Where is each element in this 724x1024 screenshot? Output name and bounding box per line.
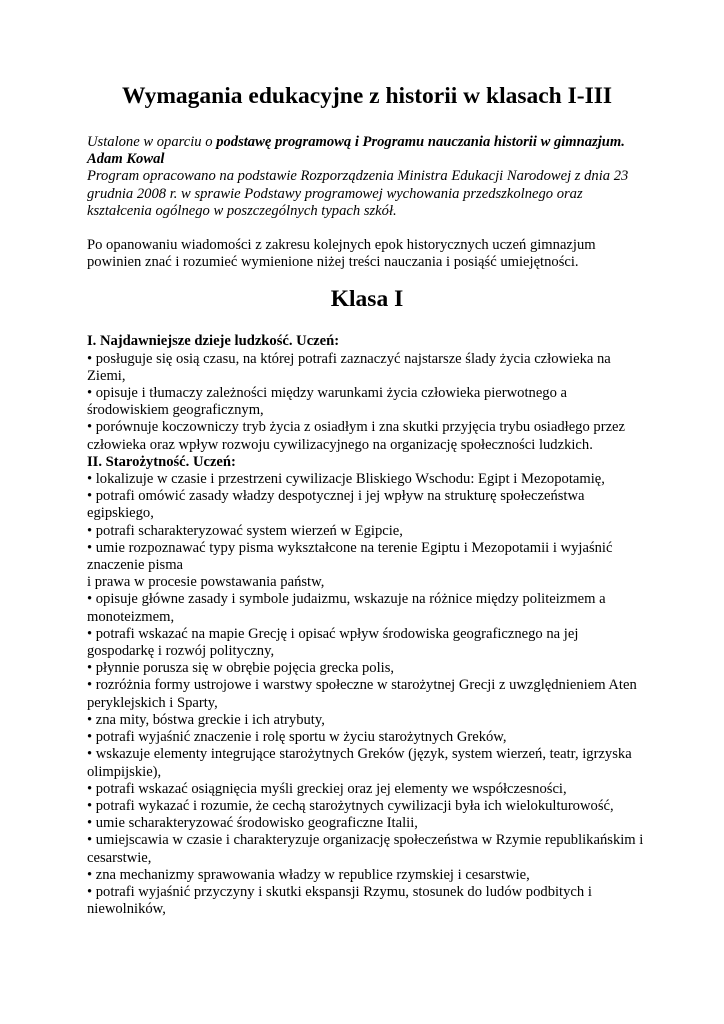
intro-basis-prefix: Ustalone w oparciu o — [87, 134, 217, 150]
list-item: • posługuje się osią czasu, na której potrafi zaznaczyć najstarsze ślady życia człowieka na Ziemi, — [87, 350, 611, 384]
intro-author — [87, 151, 647, 168]
list-item: i prawa w procesie powstawania państw, — [87, 574, 325, 591]
section-heading: II. Starożytność. Uczeń: — [87, 453, 236, 470]
author-name: Adam Kowal — [87, 151, 165, 168]
list-item: • opisuje i tłumaczy zależności między warunkami życia człowieka pierwotnego a środowiskiem geograficznym, — [87, 385, 568, 419]
list-item: • umie rozpoznawać typy pisma wykształcone na terenie Egiptu i Mezopotamii i wyjaśnić znaczenie pisma — [87, 539, 613, 574]
list-item: • potrafi scharakteryzować system wierzeń w Egipcie, — [87, 522, 403, 539]
intro-basis-bold: podstawę programową i Programu nauczania historii w gimnazjum. — [216, 134, 625, 150]
list-item: • opisuje główne zasady i symbole judaizmu, wskazuje na różnice między politeizmem a monoteizmem, — [87, 591, 606, 625]
list-item: • rozróżnia formy ustrojowe i warstwy społeczne w starożytnej Grecji z uwzględnieniem Aten peryklejskich i Sparty, — [87, 677, 637, 711]
intro-basis — [87, 134, 647, 151]
list-item: • umiejscawia w czasie i charakteryzuje organizację społeczeństwa w Rzymie republikańskim i cesarstwie, — [87, 832, 644, 866]
list-item: • potrafi wykazać i rozumie, że cechą starożytnych cywilizacji była ich wielokulturowość, — [87, 797, 614, 814]
list-item: • wskazuje elementy integrujące starożytnych Greków (język, system wierzeń, teatr, igrzyska olimpijskie), — [87, 746, 632, 780]
section-antiquity — [87, 454, 647, 918]
list-item: • potrafi wskazać osiągnięcia myśli greckiej oraz jej elementy we współczesności, — [87, 780, 567, 797]
list-item: • płynnie porusza się w obrębie pojęcia grecka polis, — [87, 660, 395, 677]
intro-block — [87, 134, 647, 220]
document-title: Wymagania edukacyjne z historii w klasach I-III — [121, 83, 613, 109]
list-item: • umie scharakteryzować środowisko geograficzne Italii, — [87, 815, 418, 832]
list-item: • potrafi wyjaśnić przyczyny i skutki ekspansji Rzymu, stosunek do ludów podbitych i niewolników, — [87, 883, 592, 918]
intro-program: Program opracowano na podstawie Rozporządzenia Ministra Edukacji Narodowej z dnia 23 grudnia 2008 r. w sprawie Podstawy programowej wychowania przedszkolnego oraz kształcenia ogólnego w poszczególnych typach szkół. — [87, 168, 629, 219]
section-items — [87, 471, 647, 918]
class-heading: Klasa I — [330, 286, 404, 313]
list-item: • potrafi wyjaśnić znaczenie i rolę sportu w życiu starożytnych Greków, — [87, 729, 507, 746]
section-heading: I. Najdawniejsze dzieje ludzkość. Uczeń: — [87, 333, 340, 350]
list-item: • zna mechanizmy sprawowania władzy w republice rzymskiej i cesarstwie, — [87, 866, 530, 883]
document-page — [87, 82, 647, 918]
section-prehistory — [87, 333, 647, 453]
lead-paragraph: Po opanowaniu wiadomości z zakresu kolejnych epok historycznych uczeń gimnazjum powinien znać i rozumieć wymienione niżej treści nauczania i posiąść umiejętności. — [87, 237, 596, 271]
list-item: • potrafi wskazać na mapie Grecję i opisać wpływ środowiska geograficznego na jej gospodarkę i rozwój polityczny, — [87, 625, 579, 660]
list-item: • porównuje koczowniczy tryb życia z osiadłym i zna skutki przyjęcia trybu osiadłego przez człowieka oraz wpływ rozwoju cywilizacyjnego na organizację społeczności ludzkich. — [87, 419, 626, 453]
list-item: • lokalizuje w czasie i przestrzeni cywilizacje Bliskiego Wschodu: Egipt i Mezopotamię, — [87, 471, 605, 488]
list-item: • zna mity, bóstwa greckie i ich atrybuty, — [87, 711, 325, 728]
section-items — [87, 351, 647, 454]
list-item: • potrafi omówić zasady władzy despotycznej i jej wpływ na strukturę społeczeństwa egipskiego, — [87, 488, 585, 522]
